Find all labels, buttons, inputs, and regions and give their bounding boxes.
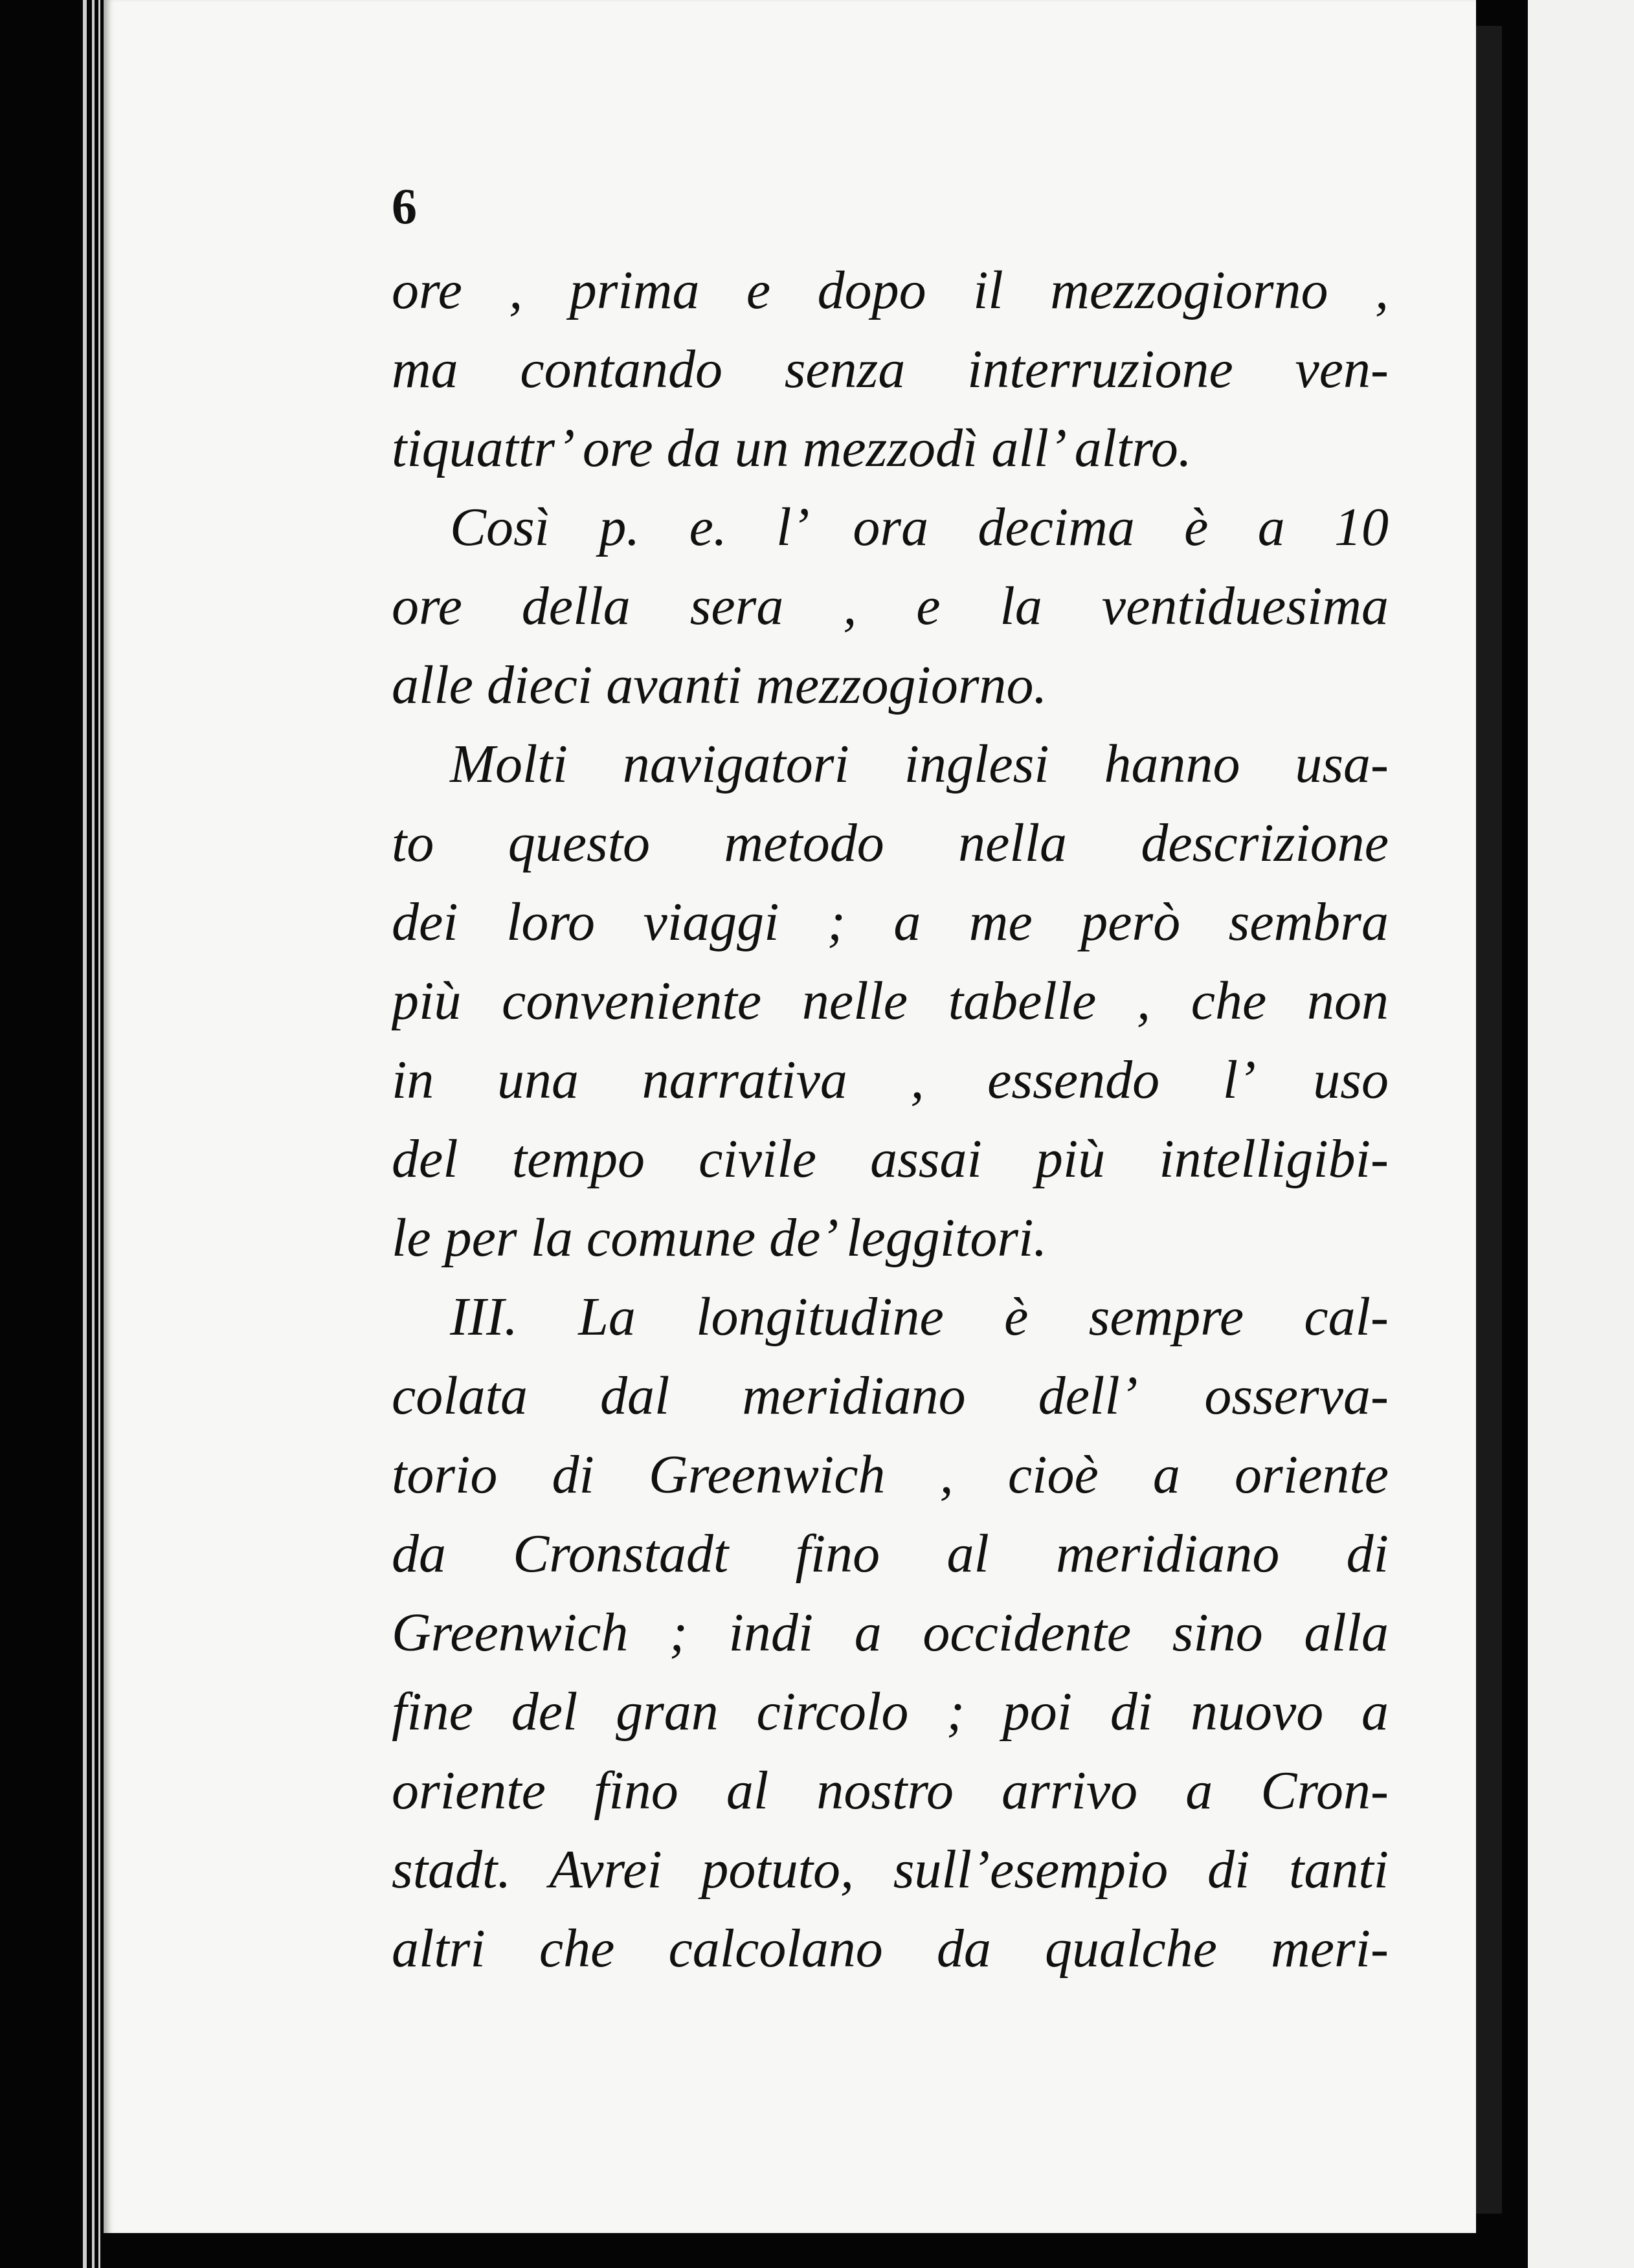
gutter-line — [83, 0, 87, 2268]
text-line: Greenwich ; indi a occidente sino alla — [392, 1603, 1389, 1663]
text-line: colata dal meridiano dell’ osserva- — [392, 1366, 1389, 1426]
page-edge — [1476, 26, 1502, 2214]
gutter-line — [92, 0, 95, 2268]
text-line: fine del gran circolo ; poi di nuovo a — [392, 1682, 1389, 1742]
text-line: dei loro viaggi ; a me però sembra — [392, 892, 1389, 952]
text-line: stadt. Avrei potuto, sull’esempio di tanti — [392, 1840, 1389, 1900]
facing-page-edge — [1528, 0, 1634, 2268]
text-line: più conveniente nelle tabelle , che non — [392, 971, 1389, 1031]
text-line: ore , prima e dopo il mezzogiorno , — [392, 260, 1389, 320]
text-line: alle dieci avanti mezzogiorno. — [392, 655, 1047, 715]
text-line: da Cronstadt fino al meridiano di — [392, 1524, 1389, 1584]
text-line: del tempo civile assai più intelligibi- — [392, 1129, 1389, 1189]
text-line: ma contando senza interruzione ven- — [392, 339, 1389, 399]
text-lines — [392, 251, 1389, 1988]
page-number: 6 — [392, 178, 417, 234]
text-line: tiquattr’ ore da un mezzodì all’ altro. — [392, 418, 1192, 478]
text-line: oriente fino al nostro arrivo a Cron- — [392, 1761, 1389, 1821]
text-line: Così p. e. l’ ora decima è a 10 — [450, 497, 1389, 557]
gutter-line — [98, 0, 100, 2268]
text-line: altri che calcolano da qualche meri- — [392, 1918, 1389, 1979]
text-line: le per la comune de’ leggitori. — [392, 1208, 1047, 1268]
text-line: torio di Greenwich , cioè a oriente — [392, 1445, 1389, 1505]
text-line: in una narrativa , essendo l’ uso — [392, 1050, 1389, 1110]
text-line: Molti navigatori inglesi hanno usa- — [450, 734, 1389, 794]
text-line: to questo metodo nella descrizione — [392, 813, 1389, 873]
text-line: III. La longitudine è sempre cal- — [450, 1287, 1389, 1347]
text-line: ore della sera , e la ventiduesima — [392, 576, 1389, 636]
page-text-block — [392, 178, 1389, 1988]
